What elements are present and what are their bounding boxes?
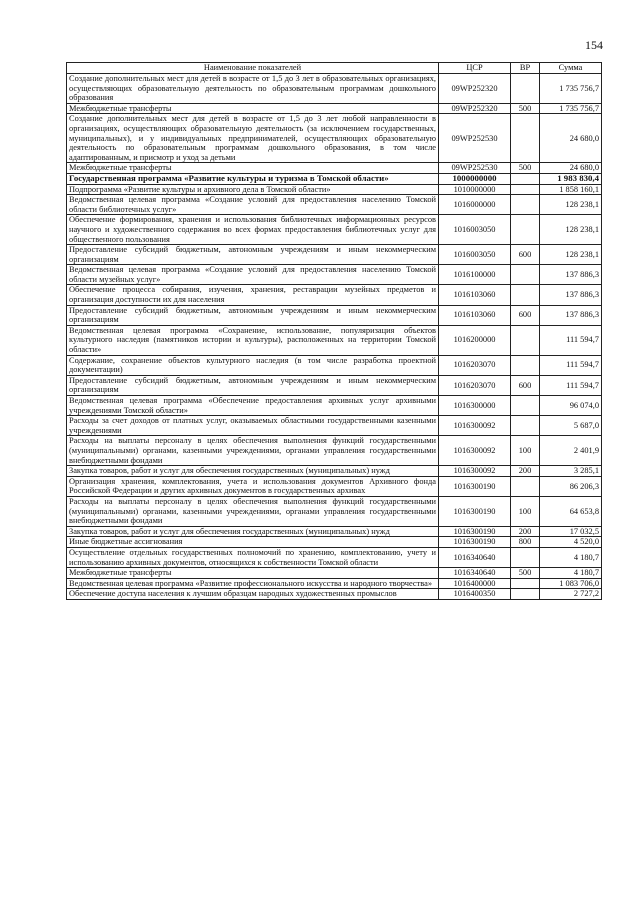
row-name: Ведомственная целевая программа «Сохранение, использование, популяризация объектов культурного наследия (памятников истории и культуры), расположенных на территории Томской области» (67, 325, 439, 355)
table-row (67, 568, 602, 579)
row-name: Расходы за счет доходов от платных услуг, оказываемых областными государственными казенными учреждениями (67, 416, 439, 436)
row-vr (511, 589, 540, 600)
row-vr (511, 184, 540, 195)
row-sum: 1 858 160,1 (540, 184, 602, 195)
row-vr: 600 (511, 245, 540, 265)
row-vr: 500 (511, 568, 540, 579)
row-csr: 1016200000 (439, 325, 511, 355)
table-row (67, 496, 602, 526)
row-vr: 500 (511, 163, 540, 174)
row-name: Предоставление субсидий бюджетным, автономным учреждениям и иным некоммерческим организациям (67, 245, 439, 265)
row-csr: 1010000000 (439, 184, 511, 195)
table-row (67, 163, 602, 174)
row-sum: 4 520,0 (540, 537, 602, 548)
row-sum: 2 401,9 (540, 436, 602, 466)
row-csr: 1016400000 (439, 578, 511, 589)
row-vr (511, 396, 540, 416)
row-name: Обеспечение доступа населения к лучшим образцам народных художественных промыслов (67, 589, 439, 600)
row-csr: 1016000000 (439, 195, 511, 215)
table-row (67, 103, 602, 114)
row-sum: 111 594,7 (540, 325, 602, 355)
row-csr: 1016340640 (439, 547, 511, 567)
row-csr: 1016203070 (439, 355, 511, 375)
row-sum: 64 653,8 (540, 496, 602, 526)
row-csr: 1016103060 (439, 285, 511, 305)
table-row (67, 589, 602, 600)
row-name: Закупка товаров, работ и услуг для обеспечения государственных (муниципальных) нужд (67, 526, 439, 537)
row-name: Создание дополнительных мест для детей в возрасте от 1,5 до 3 лет любой направленности в организациях, осуществляющих образовательную деятельность (за исключением государственных, муниципальных), и у индивидуальных предпринимателей, осуществляющих образовательную деятельность по образовательным программам дошкольного образования, в том числе адаптированным, и присмотр и уход за детьми (67, 114, 439, 163)
row-name: Закупка товаров, работ и услуг для обеспечения государственных (муниципальных) нужд (67, 466, 439, 477)
row-vr (511, 74, 540, 104)
table-row (67, 547, 602, 567)
row-name: Межбюджетные трансферты (67, 568, 439, 579)
row-vr: 100 (511, 436, 540, 466)
table-row (67, 466, 602, 477)
row-sum: 137 886,3 (540, 285, 602, 305)
row-name: Обеспечение процесса собирания, изучения, хранения, реставрации музейных предметов и организация доступности их для населения (67, 285, 439, 305)
row-vr: 100 (511, 496, 540, 526)
row-vr (511, 476, 540, 496)
row-name: Государственная программа «Развитие культуры и туризма в Томской области» (67, 173, 439, 184)
row-csr: 09WP252320 (439, 74, 511, 104)
row-sum: 24 680,0 (540, 163, 602, 174)
row-csr: 09WP252530 (439, 163, 511, 174)
row-vr (511, 114, 540, 163)
row-csr: 1016003050 (439, 215, 511, 245)
row-sum: 96 074,0 (540, 396, 602, 416)
row-csr: 1016300190 (439, 476, 511, 496)
row-csr: 1016340640 (439, 568, 511, 579)
row-vr (511, 578, 540, 589)
row-name: Создание дополнительных мест для детей в возрасте от 1,5 до 3 лет в образовательных организациях, осуществляющих образовательную деятельность по образовательным программам дошкольного образования (67, 74, 439, 104)
header-csr: ЦСР (439, 63, 511, 74)
table-header (67, 63, 602, 74)
row-sum: 137 886,3 (540, 265, 602, 285)
header-vr: ВР (511, 63, 540, 74)
row-sum: 24 680,0 (540, 114, 602, 163)
row-sum: 2 727,2 (540, 589, 602, 600)
row-sum: 5 687,0 (540, 416, 602, 436)
row-sum: 128 238,1 (540, 245, 602, 265)
row-name: Предоставление субсидий бюджетным, автономным учреждениям и иным некоммерческим организациям (67, 375, 439, 395)
table-row (67, 184, 602, 195)
row-csr: 1016300190 (439, 526, 511, 537)
row-vr: 500 (511, 103, 540, 114)
row-sum: 4 180,7 (540, 568, 602, 579)
row-csr: 1016100000 (439, 265, 511, 285)
table-row (67, 578, 602, 589)
row-vr (511, 416, 540, 436)
row-name: Осуществление отдельных государственных полномочий по хранению, комплектованию, учету и использованию архивных документов, относящихся к собственности Томской области (67, 547, 439, 567)
row-csr: 1016300190 (439, 496, 511, 526)
row-sum: 86 206,3 (540, 476, 602, 496)
row-name: Подпрограмма «Развитие культуры и архивного дела в Томской области» (67, 184, 439, 195)
row-sum: 1 083 706,0 (540, 578, 602, 589)
row-vr: 600 (511, 375, 540, 395)
row-csr: 1016300092 (439, 466, 511, 477)
row-name: Расходы на выплаты персоналу в целях обеспечения выполнения функций государственными (муниципальными) органами, казенными учреждениями, органами управления государственными внебюджетными фондами (67, 436, 439, 466)
row-vr (511, 173, 540, 184)
row-csr: 1016300190 (439, 537, 511, 548)
row-name: Ведомственная целевая программа «Создание условий для предоставления населению Томской области музейных услуг» (67, 265, 439, 285)
row-sum: 137 886,3 (540, 305, 602, 325)
table-row (67, 537, 602, 548)
row-csr: 09WP252530 (439, 114, 511, 163)
row-vr (511, 355, 540, 375)
row-vr (511, 195, 540, 215)
row-name: Ведомственная целевая программа «Создание условий для предоставления населению Томской области библиотечных услуг» (67, 195, 439, 215)
table-row (67, 526, 602, 537)
row-name: Межбюджетные трансферты (67, 103, 439, 114)
row-vr: 800 (511, 537, 540, 548)
row-csr: 1016300092 (439, 436, 511, 466)
row-name: Ведомственная целевая программа «Развитие профессионального искусства и народного творчества» (67, 578, 439, 589)
row-vr (511, 285, 540, 305)
row-csr: 1016203070 (439, 375, 511, 395)
row-csr: 09WP252320 (439, 103, 511, 114)
budget-table (66, 62, 602, 600)
table-row (67, 195, 602, 215)
row-name: Межбюджетные трансферты (67, 163, 439, 174)
row-name: Расходы на выплаты персоналу в целях обеспечения выполнения функций государственными (муниципальными) органами, казенными учреждениями, органами управления государственными внебюджетными фондами (67, 496, 439, 526)
table-row (67, 396, 602, 416)
row-name: Содержание, сохранение объектов культурного наследия (в том числе разработка проектной документации) (67, 355, 439, 375)
row-vr (511, 325, 540, 355)
row-csr: 1016103060 (439, 305, 511, 325)
table-row (67, 74, 602, 104)
table-row (67, 285, 602, 305)
table-row (67, 416, 602, 436)
table-row (67, 375, 602, 395)
row-vr (511, 265, 540, 285)
row-name: Ведомственная целевая программа «Обеспечение предоставления архивных услуг архивными учреждениями Томской области» (67, 396, 439, 416)
row-sum: 111 594,7 (540, 355, 602, 375)
row-name: Иные бюджетные ассигнования (67, 537, 439, 548)
table-row (67, 215, 602, 245)
row-sum: 111 594,7 (540, 375, 602, 395)
table-row (67, 436, 602, 466)
table-row (67, 305, 602, 325)
table-row (67, 265, 602, 285)
row-csr: 1000000000 (439, 173, 511, 184)
table-row (67, 173, 602, 184)
row-name: Предоставление субсидий бюджетным, автономным учреждениям и иным некоммерческим организациям (67, 305, 439, 325)
row-vr (511, 215, 540, 245)
header-sum: Сумма (540, 63, 602, 74)
table-row (67, 325, 602, 355)
row-sum: 17 032,5 (540, 526, 602, 537)
row-sum: 128 238,1 (540, 215, 602, 245)
row-vr: 200 (511, 526, 540, 537)
row-csr: 1016300000 (439, 396, 511, 416)
row-sum: 128 238,1 (540, 195, 602, 215)
table-row (67, 476, 602, 496)
row-name: Обеспечение формирования, хранения и использования библиотечных информационных ресурсов научного и художественного содержания во всех формах предоставления библиотечных услуг для общественного пользования (67, 215, 439, 245)
row-sum: 4 180,7 (540, 547, 602, 567)
row-sum: 1 735 756,7 (540, 103, 602, 114)
row-sum: 1 983 830,4 (540, 173, 602, 184)
row-csr: 1016300092 (439, 416, 511, 436)
row-vr: 600 (511, 305, 540, 325)
table-row (67, 114, 602, 163)
table-row (67, 245, 602, 265)
row-csr: 1016400350 (439, 589, 511, 600)
row-vr: 200 (511, 466, 540, 477)
page-number: 154 (585, 38, 603, 52)
table-row (67, 355, 602, 375)
row-name: Организация хранения, комплектования, учета и использования документов Архивного фонда Российской Федерации и других архивных документов в государственных архивах (67, 476, 439, 496)
row-sum: 3 285,1 (540, 466, 602, 477)
row-vr (511, 547, 540, 567)
row-csr: 1016003050 (439, 245, 511, 265)
row-sum: 1 735 756,7 (540, 74, 602, 104)
header-name: Наименование показателей (67, 63, 439, 74)
